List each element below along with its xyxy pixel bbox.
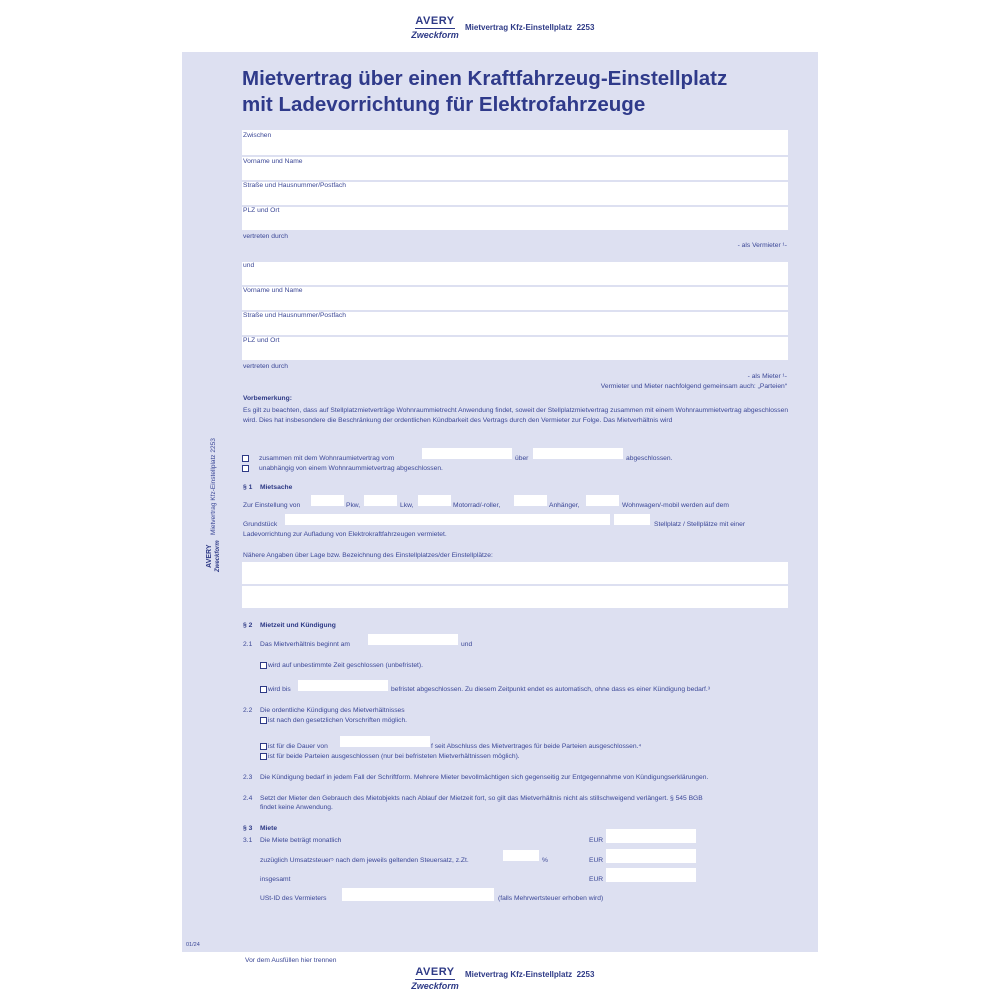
checkbox-beide-ausgeschlossen[interactable]: [260, 753, 267, 760]
eur-label-2: EUR: [589, 857, 604, 864]
wohnraummietvertrag-date-input[interactable]: [422, 448, 512, 459]
s3-n31: 3.1: [243, 837, 253, 844]
vorbemerkung-text: Es gilt zu beachten, dass auf Stellplatzmietverträge Wohnraummietrecht Anwendung findet, soweit der Stellplatzmietvertrag zusammen mit einem Wohnraummietvertrag abgeschlossen wird. Dies hat insbesondere die Beschränkung der ordentlichen Kündbarkeit des Vertrags durch den Vermieter zur Folge. Das Mietverhältnis wird: [243, 407, 789, 424]
pkw-count-input[interactable]: [311, 495, 344, 506]
stellplatz-count-input[interactable]: [614, 514, 650, 525]
motorrad-count-input[interactable]: [418, 495, 451, 506]
s2-n21: 2.1: [243, 641, 253, 648]
s2-n24: 2.4: [243, 795, 253, 802]
s1-title: Mietsache: [260, 484, 293, 491]
label-mieter-plz: PLZ und Ort: [243, 337, 280, 344]
label-mieter-strasse: Straße und Hausnummer/Postfach: [243, 312, 346, 319]
eur-label-1: EUR: [589, 837, 604, 844]
label-und: und: [243, 262, 255, 269]
wohnwagen-count-input[interactable]: [586, 495, 619, 506]
trennen-label: Vor dem Ausfüllen hier trennen: [245, 957, 337, 964]
label-mieter-vertreten: vertreten durch: [243, 363, 288, 370]
s1-stellplatz-label: Stellplatz / Stellplätze mit einer: [654, 521, 746, 528]
s2-schriftform-label: Die Kündigung bedarf in jedem Fall der Schriftform. Mehrere Mieter bevollmächtigen sich gegenseitig zur Entgegennahme von Kündigungserklärungen.: [260, 774, 709, 781]
mieter-role: - als Mieter ¹-: [747, 373, 787, 380]
s2-gesetzlich-label: ist nach den gesetzlichen Vorschriften möglich.: [268, 717, 408, 724]
s1-zur-label: Zur Einstellung von: [243, 502, 301, 509]
label-zwischen: Zwischen: [243, 132, 272, 139]
vermieter-name-field[interactable]: [242, 157, 788, 180]
lkw-count-input[interactable]: [364, 495, 397, 506]
s2-n22: 2.2: [243, 707, 253, 714]
s2-gebrauch-2: findet keine Anwendung.: [260, 804, 333, 811]
label-vermieter-strasse: Straße und Hausnummer/Postfach: [243, 182, 346, 189]
s2-heading: § 2: [243, 622, 253, 629]
label-vermieter-vertreten: vertreten durch: [243, 233, 288, 240]
label-vermieter-plz: PLZ und Ort: [243, 207, 280, 214]
opt-abgeschlossen-label: abgeschlossen.: [626, 455, 673, 462]
avery-logo-bottom: AVERY Zweckform: [411, 966, 459, 991]
s1-pkw-label: Pkw,: [346, 502, 361, 509]
s2-wird-bis-label: wird bis: [268, 686, 291, 693]
eur-label-3: EUR: [589, 876, 604, 883]
checkbox-dauer[interactable]: [260, 743, 267, 750]
vermieter-role: - als Vermieter ¹-: [737, 242, 787, 249]
footer-title: Mietvertrag Kfz-Einstellplatz 2253: [465, 970, 595, 979]
checkbox-gesetzlich[interactable]: [260, 717, 267, 724]
s2-und-label: und: [461, 641, 473, 648]
s3-insgesamt-label: insgesamt: [260, 876, 291, 883]
lage-field-1[interactable]: [242, 562, 788, 584]
s2-beide-label: ist für beide Parteien ausgeschlossen (nur bei befristeten Mietverhältnissen möglich).: [268, 753, 520, 760]
s3-title: Miete: [260, 825, 278, 832]
s3-ustid-label: USt-ID des Vermieters: [260, 895, 327, 902]
s1-motorrad-label: Motorrad/-roller,: [453, 502, 501, 509]
s1-lkw-label: Lkw,: [400, 502, 414, 509]
s1-grundstueck-label: Grundstück: [243, 521, 278, 528]
steuersatz-input[interactable]: [503, 850, 539, 861]
s2-gebrauch-1: Setzt der Mieter den Gebrauch des Mietobjekts nach Ablauf der Mietzeit fort, so gilt das Mietverhältnis nicht als stillschweigend verlängert. § 545 BGB: [260, 795, 703, 802]
s2-ordentliche-label: Die ordentliche Kündigung des Mietverhältnisses: [260, 707, 405, 714]
miete-insgesamt-input[interactable]: [606, 868, 696, 882]
vermieter-plz-field[interactable]: [242, 207, 788, 230]
mieter-und-field[interactable]: [242, 262, 788, 285]
s2-dauer-b-label: f seit Abschluss des Mietvertrages für beide Parteien ausgeschlossen.⁴: [431, 743, 642, 750]
s2-dauer-a-label: ist für die Dauer von: [268, 743, 328, 750]
wohnraummietvertrag-ueber-input[interactable]: [533, 448, 623, 459]
beginn-date-input[interactable]: [368, 634, 458, 645]
checkbox-unbefristet[interactable]: [260, 662, 267, 669]
lage-field-2[interactable]: [242, 586, 788, 608]
header-title: Mietvertrag Kfz-Einstellplatz 2253: [465, 23, 595, 32]
vorbemerkung-heading: Vorbemerkung:: [243, 395, 292, 402]
label-mieter-name: Vorname und Name: [243, 287, 303, 294]
s2-befristet-label: befristet abgeschlossen. Zu diesem Zeitpunkt endet es automatisch, ohne dass es einer Kündigung bedarf.³: [391, 686, 710, 693]
side-title: Mietvertrag Kfz-Einstellplatz 2253: [210, 438, 217, 535]
grundstueck-input[interactable]: [285, 514, 610, 525]
s3-ust-label: zuzüglich Umsatzsteuer⁵ nach dem jeweils geltenden Steuersatz, z.Zt.: [260, 857, 469, 864]
s2-title: Mietzeit und Kündigung: [260, 622, 336, 629]
label-vermieter-name: Vorname und Name: [243, 158, 303, 165]
s3-monatlich-label: Die Miete beträgt monatlich: [260, 837, 342, 844]
s3-heading: § 3: [243, 825, 253, 832]
s1-anhaenger-label: Anhänger,: [549, 502, 580, 509]
ustid-input[interactable]: [342, 888, 494, 901]
s2-n23: 2.3: [243, 774, 253, 781]
mieter-plz-field[interactable]: [242, 337, 788, 360]
percent-label: %: [542, 857, 548, 864]
checkbox-befristet[interactable]: [260, 686, 267, 693]
avery-logo-top: AVERY Zweckform: [411, 15, 459, 40]
anhaenger-count-input[interactable]: [514, 495, 547, 506]
miete-monatlich-input[interactable]: [606, 829, 696, 843]
vermieter-zwischen-field[interactable]: [242, 130, 788, 155]
parteien-note: Vermieter und Mieter nachfolgend gemeinsam auch: „Parteien“: [600, 383, 787, 390]
opt-ueber-label: über: [515, 455, 529, 462]
s3-falls-label: (falls Mehrwertsteuer erhoben wird): [498, 895, 604, 902]
befristet-date-input[interactable]: [298, 680, 388, 691]
checkbox-zusammen[interactable]: [242, 455, 249, 462]
avery-logo-side: AVERY Zweckform: [206, 540, 221, 572]
opt-unabhaengig-label: unabhängig von einem Wohnraummietvertrag abgeschlossen.: [259, 465, 443, 472]
ausschluss-dauer-input[interactable]: [340, 736, 430, 747]
checkbox-unabhaengig[interactable]: [242, 465, 249, 472]
s1-wohnwagen-label: Wohnwagen/-mobil werden auf dem: [622, 502, 729, 509]
s1-ladevorrichtung-label: Ladevorrichtung zur Aufladung von Elektrokraftfahrzeugen vermietet.: [243, 531, 447, 538]
version-label: 01/24: [186, 942, 200, 948]
umsatzsteuer-input[interactable]: [606, 849, 696, 863]
mieter-name-field[interactable]: [242, 287, 788, 310]
s1-heading: § 1: [243, 484, 253, 491]
page-title: Mietvertrag über einen Kraftfahrzeug-Einstellplatz mit Ladevorrichtung für Elektrofahrzeuge: [242, 67, 728, 116]
s2-unbefristet-label: wird auf unbestimmte Zeit geschlossen (unbefristet).: [268, 662, 423, 669]
opt-zusammen-label: zusammen mit dem Wohnraumietvertrag vom: [259, 455, 395, 462]
s1-naehere-label: Nähere Angaben über Lage bzw. Bezeichnung des Einstellplatzes/der Einstellplätze:: [243, 552, 493, 559]
s2-beginnt-label: Das Mietverhältnis beginnt am: [260, 641, 350, 648]
